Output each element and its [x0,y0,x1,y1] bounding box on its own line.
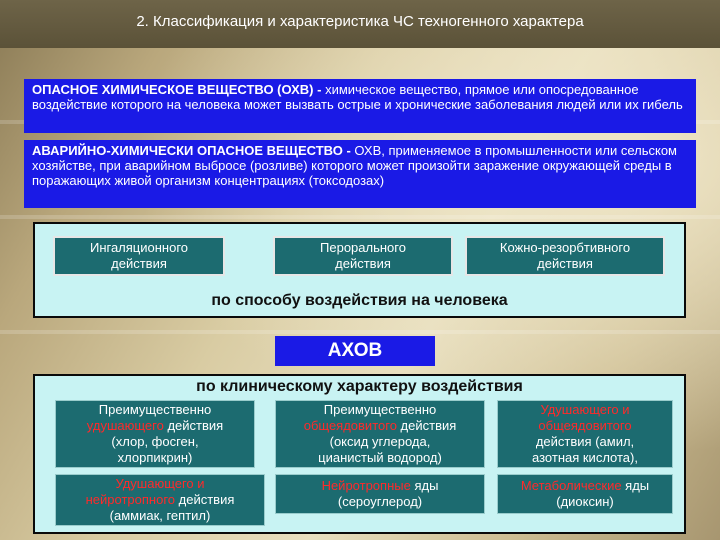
cell-text: яды [621,478,650,493]
route-item-label: действия [335,256,391,271]
cell-line: цианистый водород) [318,450,442,465]
axov-badge: АХОВ [275,336,435,366]
route-item-label: Кожно-резорбтивного [499,240,631,255]
cell-highlight: Метаболические [520,478,622,493]
cell-line: азотная кислота), [532,450,638,465]
cell-line: Преимущественно [323,402,437,417]
cell-line [87,418,223,434]
route-item-label: Ингаляционного [89,240,189,255]
clinical-item-asphyxiant-neurotropic [55,474,265,526]
cell-line [521,478,649,494]
cell-line: Преимущественно [98,402,212,417]
route-item-skin [465,236,665,276]
definition-ahov [24,140,696,208]
clinical-panel [33,374,686,534]
clinical-item-asphyxiant [55,400,255,468]
cell-line: хлорпикрин) [117,450,193,465]
clinical-item-general-toxic [275,400,485,468]
clinical-item-asphyxiant-general [497,400,673,468]
cell-text: яды [410,478,439,493]
cell-highlight: удушающего [86,418,164,433]
clinical-item-neurotropic [275,474,485,514]
route-caption: по способу воздействия на человека [211,292,508,309]
cell-line: (оксид углерода, [329,434,431,449]
cell-line [322,478,439,494]
route-item-label: действия [111,256,167,271]
route-item-label: Перорального [320,240,406,255]
route-item-oral [273,236,453,276]
definition-term: ОПАСНОЕ ХИМИЧЕСКОЕ ВЕЩЕСТВО (ОХВ) - [32,82,322,97]
cell-line: (диоксин) [556,494,614,509]
cell-line: (аммиак, гептил) [109,508,211,523]
route-item-inhalation [53,236,225,276]
route-item-label: действия [537,256,593,271]
clinical-caption: по клиническому характеру воздействия [196,378,523,395]
clinical-item-metabolic [497,474,673,514]
cell-highlight: Нейротропные [321,478,411,493]
cell-line [86,492,235,508]
cell-line: действия (амил, [535,434,635,449]
cell-highlight: общеядовитого [538,418,632,433]
cell-highlight: Удушающего и [115,476,205,491]
definition-text: химическое вещество, прямое или опосредованное воздействие которого на человека может вызвать острые и хронические заболевания людей или их гибель [32,82,683,112]
definition-term: АВАРИЙНО-ХИМИЧЕСКИ ОПАСНОЕ ВЕЩЕСТВО - [32,143,351,158]
definition-ohv [24,79,696,133]
cell-highlight: Удушающего и [540,402,630,417]
cell-text: действия [175,492,235,507]
definition-text: ОХВ, применяемое в промышленности или сельском хозяйстве, при аварийном выбросе (розливе) которого может произойти заражение окружающей среды в поражающих живой организм концентрациях (токсодозах) [32,143,677,188]
cell-line: (сероуглерод) [337,494,423,509]
cell-line: (хлор, фосген, [111,434,199,449]
cell-text: действия [396,418,457,433]
cell-highlight: общеядовитого [303,418,397,433]
cell-line [304,418,457,434]
page-title: 2. Классификация и характеристика ЧС техногенного характера [0,0,720,48]
cell-text: действия [163,418,224,433]
cell-highlight: нейротропного [85,492,176,507]
route-panel [33,222,686,318]
